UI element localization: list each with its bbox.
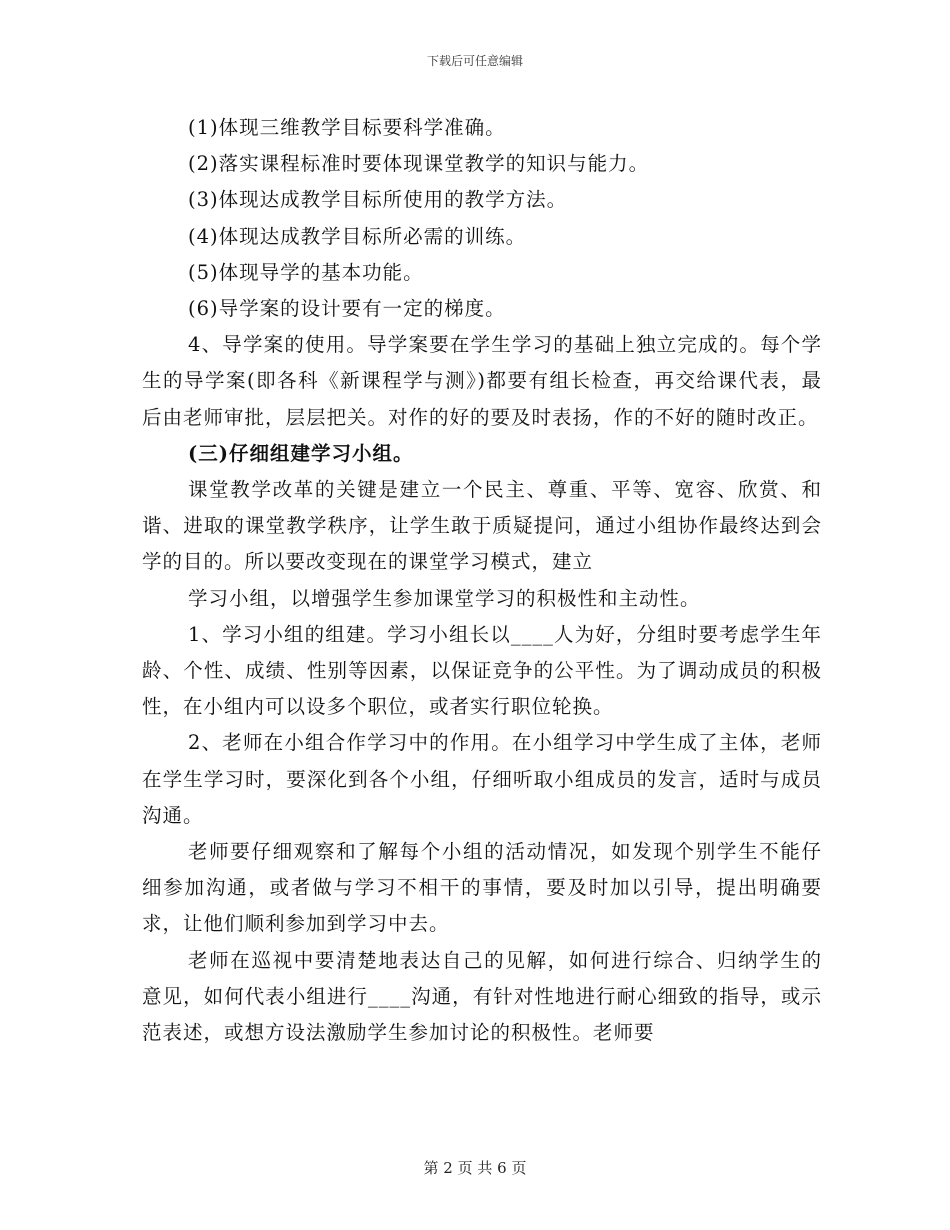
paragraph: 2、老师在小组合作学习中的作用。在小组学习中学生成了主体，老师在学生学习时，要深化到各个小组，仔细听取小组成员的发言，适时与成员沟通。 xyxy=(142,731,822,827)
section-heading: (三)仔细组建学习小组。 xyxy=(188,441,414,465)
paragraph: 1、学习小组的组建。学习小组长以____人为好，分组时要考虑学生年龄、个性、成绩、性别等因素，以保证竞争的公平性。为了调动成员的积极性，在小组内可以设多个职位，或者实行职位轮换。 xyxy=(142,622,822,719)
paragraph: 老师要仔细观察和了解每个小组的活动情况，如发现个别学生不能仔细参加沟通，或者做与学习不相干的事情，要及时加以引导，提出明确要求，让他们顺利参加到学习中去。 xyxy=(142,840,822,936)
paragraph: 4、导学案的使用。导学案要在学生学习的基础上独立完成的。每个学生的导学案(即各科《新课程学与测》)都要有组长检查，再交给课代表，最后由老师审批，层层把关。对作的好的要及时表扬，作的不好的随时改正。 xyxy=(142,333,822,429)
paragraph: (2)落实课程标准时要体现课堂教学的知识与能力。 xyxy=(188,152,650,176)
document-body xyxy=(142,110,822,1051)
paragraph: (1)体现三维教学目标要科学准确。 xyxy=(188,116,506,139)
page-footer: 第 2 页 共 6 页 xyxy=(423,1159,527,1177)
paragraph: (6)导学案的设计要有一定的梯度。 xyxy=(188,297,506,321)
page-header: 下载后可任意编辑 xyxy=(426,54,523,68)
paragraph: 课堂教学改革的关键是建立一个民主、尊重、平等、宽容、欣赏、和谐、进取的课堂教学秩序，让学生敢于质疑提问，通过小组协作最终达到会学的目的。所以要改变现在的课堂学习模式，建立 xyxy=(142,478,822,574)
paragraph: (4)体现达成教学目标所必需的训练。 xyxy=(188,224,527,248)
paragraph: 学习小组，以增强学生参加课堂学习的积极性和主动性。 xyxy=(188,586,701,610)
paragraph: 老师在巡视中要清楚地表达自己的见解，如何进行综合、归纳学生的意见，如何代表小组进行____沟通，有针对性地进行耐心细致的指导，或示范表述，或想方设法激励学生参加讨论的积极性。老师要 xyxy=(142,948,822,1045)
paragraph: (5)体现导学的基本功能。 xyxy=(188,260,424,284)
paragraph: (3)体现达成教学目标所使用的教学方法。 xyxy=(188,188,568,212)
